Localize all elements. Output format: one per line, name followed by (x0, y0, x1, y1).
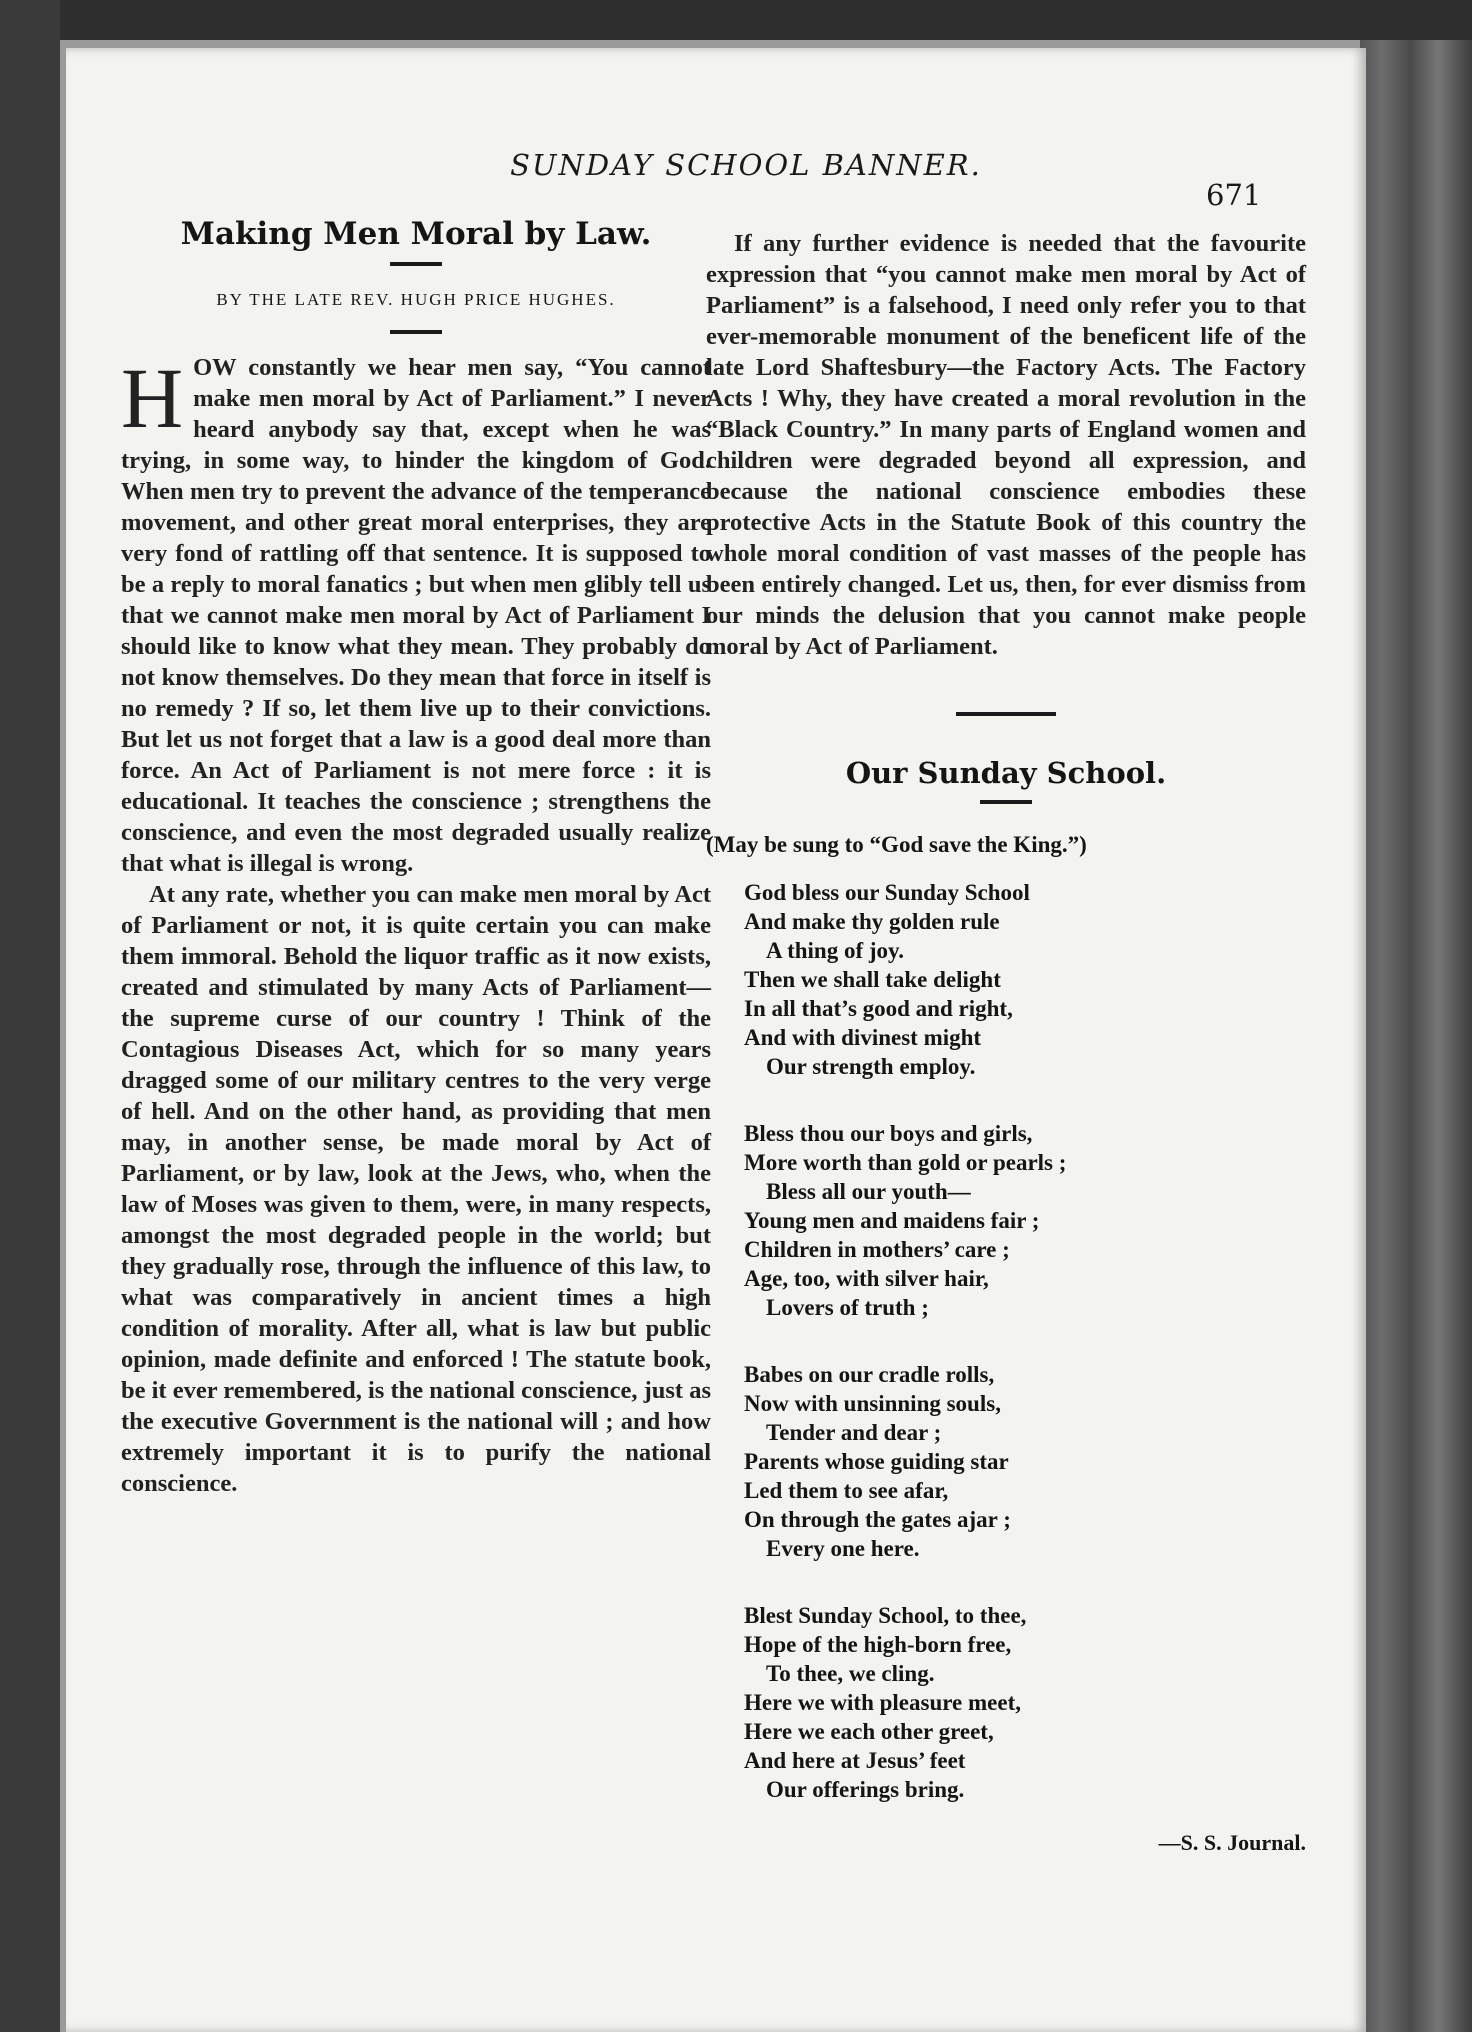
verse-line: Tender and dear ; (766, 1420, 942, 1445)
verse-line: Babes on our cradle rolls, (744, 1362, 995, 1387)
verse-line: Parents whose guiding star (744, 1449, 1009, 1474)
verse-line: Led them to see afar, (744, 1478, 949, 1503)
verse-line: And here at Jesus’ feet (744, 1748, 966, 1773)
section-divider (956, 712, 1056, 716)
book-page-edges (1360, 40, 1472, 2032)
scan-edge-left (0, 0, 60, 2032)
poem-title-rule (980, 800, 1032, 804)
article-paragraph-2: At any rate, whether you can make men moral by Act of Parliament or not, it is quite certain you can make them immoral. Behold the liquor traffic as it now exists, created and stimulated by many Acts of Parliament—the supreme curse of our country ! Think of the Contagious Diseases Act, which for so many years dragged some of our military centres to the very verge of hell. And on the other hand, as providing that men may, in another sense, be made moral by Act of Parliament, or by law, look at the Jews, who, when the law of Moses was given to them, were, in many respects, amongst the most degraded people in the world; but they gradually rose, through the influence of this law, to what was comparatively in ancient times a high condition of morality. After all, what is law but public opinion, made definite and enforced ! The statute book, be it ever remembered, is the national conscience, just as the executive Government is the national will ; and how extremely important it is to purify the national conscience. (121, 881, 711, 1497)
verse-line: Age, too, with silver hair, (744, 1266, 989, 1291)
right-column (706, 228, 1306, 1856)
page-number: 671 (1206, 178, 1262, 212)
byline-rule (390, 330, 442, 334)
left-column (121, 196, 711, 1499)
verse-line: Our strength employ. (766, 1054, 976, 1079)
title-rule (390, 262, 442, 266)
verse-line: In all that’s good and right, (744, 996, 1013, 1021)
verse-line: Our offerings bring. (766, 1777, 965, 1802)
verse-line: God bless our Sunday School (744, 880, 1030, 905)
paragraph-1-text: OW constantly we hear men say, “You cannot make men moral by Act of Parliament.” I never heard anybody say that, except when he was trying, in some way, to hinder the kingdom of God. When men try to prevent the advance of the temperance movement, and other great moral enterprises, they are very fond of rattling off that sentence. It is supposed to be a reply to moral fanatics ; but when men glibly tell us that we cannot make men moral by Act of Parliament I should like to know what they mean. They probably do not know themselves. Do they mean that force in itself is no remedy ? If so, let them live up to their convictions. But let us not forget that a law is a good deal more than force. An Act of Parliament is not mere force : it is educational. It teaches the conscience ; strengthens the conscience, and even the most degraded usually realize that what is illegal is wrong. (121, 354, 711, 877)
poem-tune-note: (May be sung to “God save the King.”) (706, 832, 1087, 857)
verse-line: Blest Sunday School, to thee, (744, 1603, 1027, 1628)
verse-line: Here we with pleasure meet, (744, 1690, 1021, 1715)
verse-line: Lovers of truth ; (766, 1295, 929, 1320)
stanza-3 (744, 1360, 1306, 1563)
verse-line: A thing of joy. (766, 938, 905, 963)
verse-line: And make thy golden rule (744, 909, 1000, 934)
verse-line: Bless all our youth— (766, 1179, 971, 1204)
verse-line: Bless thou our boys and girls, (744, 1121, 1033, 1146)
article-paragraph-1 (121, 352, 711, 879)
stanza-2 (744, 1119, 1306, 1322)
verse-line: To thee, we cling. (766, 1661, 935, 1686)
running-title: SUNDAY SCHOOL BANNER. (510, 148, 982, 182)
book-page (66, 48, 1366, 2032)
scan-edge-top (0, 0, 1472, 40)
verse-line: On through the gates ajar ; (744, 1507, 1011, 1532)
article-title: Making Men Moral by Law. (180, 216, 652, 252)
verse-line: And with divinest might (744, 1025, 982, 1050)
verse-line: Children in mothers’ care ; (744, 1237, 1010, 1262)
verse-line: More worth than gold or pearls ; (744, 1150, 1067, 1175)
stanza-1 (744, 878, 1306, 1081)
verse-line: Young men and maidens fair ; (744, 1208, 1040, 1233)
verse-line: Then we shall take delight (744, 967, 1001, 992)
article-byline: BY THE LATE REV. HUGH PRICE HUGHES. (216, 290, 616, 309)
poem-source: —S. S. Journal. (1158, 1830, 1306, 1855)
verse-line: Here we each other greet, (744, 1719, 994, 1744)
drop-cap: H (121, 350, 184, 446)
verse-line: Hope of the high-born free, (744, 1632, 1012, 1657)
article-paragraph-3: If any further evidence is needed that the favourite expression that “you cannot make men moral by Act of Parliament” is a falsehood, I need only refer you to that ever-memorable monument of the beneficent life of the late Lord Shaftesbury—the Factory Acts. The Factory Acts ! Why, they have created a moral revolution in the “Black Country.” In many parts of England women and children were degraded beyond all expression, and because the national conscience embodies these protective Acts in the Statute Book of this country the whole moral condition of vast masses of the people has been entirely changed. Let us, then, for ever dismiss from our minds the delusion that you cannot make people moral by Act of Parliament. (706, 230, 1306, 660)
stanza-4 (744, 1601, 1306, 1804)
verse-line: Now with unsinning souls, (744, 1391, 1001, 1416)
poem-title: Our Sunday School. (845, 756, 1167, 790)
verse-line: Every one here. (766, 1536, 920, 1561)
